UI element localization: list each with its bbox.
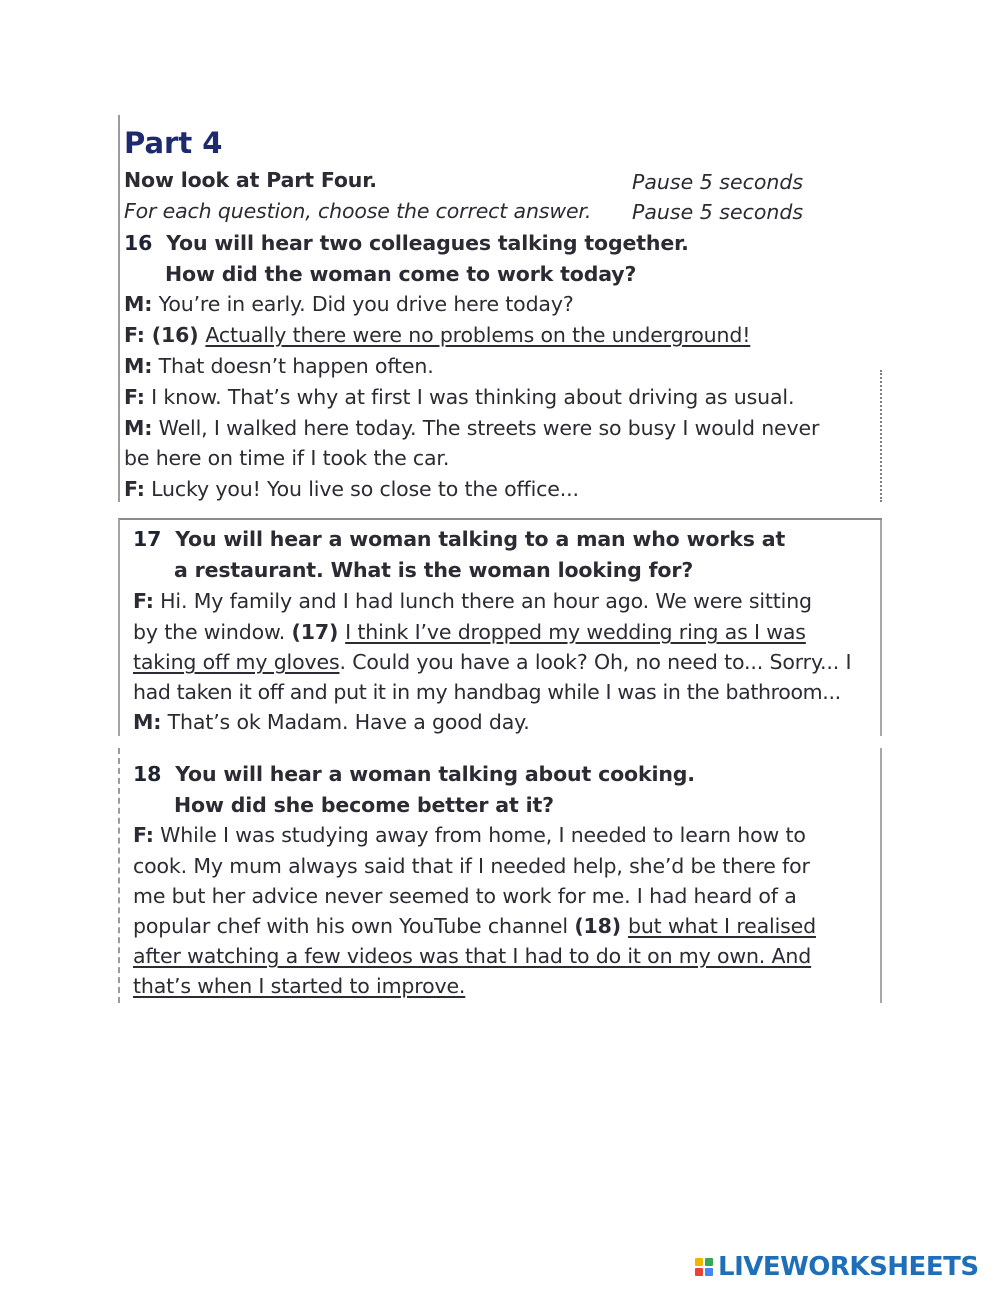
dialogue-line: F: Lucky you! You live so close to the office...	[124, 477, 579, 501]
question-number: 16	[124, 231, 153, 255]
dialogue-line: cook. My mum always said that if I needed help, she’d be there for	[133, 854, 810, 878]
dialogue-line: F: Hi. My family and I had lunch there an hour ago. We were sitting	[133, 589, 812, 613]
dialogue-line: M: You’re in early. Did you drive here today?	[124, 292, 574, 316]
answer-marker: (16)	[144, 323, 206, 347]
liveworksheets-logo[interactable]	[695, 1252, 979, 1282]
answer-underlined: that’s when I started to improve.	[133, 974, 466, 998]
answer-underlined: Actually there were no problems on the underground!	[205, 323, 751, 347]
prompt-text: You will hear a woman talking to a man who works at	[175, 527, 786, 551]
liveworksheets-logo-icon	[695, 1256, 715, 1278]
dialogue-line	[133, 944, 811, 968]
dialogue-line: me but her advice never seemed to work for me. I had heard of a	[133, 884, 797, 908]
dialogue-line: taking off my gloves. Could you have a look? Oh, no need to... Sorry... I	[133, 650, 852, 674]
question-17-prompt-line-2: a restaurant. What is the woman looking for?	[174, 558, 694, 582]
pause-note: Pause 5 seconds	[632, 200, 804, 224]
dialogue-line: popular chef with his own YouTube channel (18) but what I realised	[133, 914, 816, 938]
dialogue-line	[133, 974, 465, 998]
prompt-text: You will hear a woman talking about cooking.	[175, 762, 695, 786]
dialogue-line: by the window. (17) I think I’ve dropped my wedding ring as I was	[133, 620, 806, 644]
dialogue-line: M: That’s ok Madam. Have a good day.	[133, 710, 530, 734]
dialogue-line: F: While I was studying away from home, I needed to learn how to	[133, 823, 806, 847]
question-17-prompt	[133, 527, 785, 551]
dialogue-line: F: (16) Actually there were no problems on the underground!	[124, 323, 751, 347]
question-number: 17	[133, 527, 162, 551]
dialogue-line: be here on time if I took the car.	[124, 446, 450, 470]
question-number: 18	[133, 762, 162, 786]
dialogue-line: M: That doesn’t happen often.	[124, 354, 434, 378]
question-16-prompt-line-2: How did the woman come to work today?	[165, 262, 637, 286]
question-18-prompt	[133, 762, 695, 786]
answer-marker: (18)	[574, 914, 628, 938]
logo-wordmark: LIVEWORKSHEETS	[718, 1252, 979, 1282]
dialogue-line: had taken it off and put it in my handbag while I was in the bathroom...	[133, 680, 841, 704]
question-18-prompt-line-2: How did she become better at it?	[174, 793, 554, 817]
answer-underlined: taking off my gloves	[133, 650, 340, 674]
prompt-text: You will hear two colleagues talking together.	[166, 231, 689, 255]
dialogue-line: M: Well, I walked here today. The streets were so busy I would never	[124, 416, 820, 440]
answer-marker: (17)	[291, 620, 346, 644]
dialogue-line: F: I know. That’s why at first I was thinking about driving as usual.	[124, 385, 795, 409]
answer-underlined: but what I realised	[627, 914, 816, 938]
question-16-prompt	[124, 231, 689, 255]
instruction-line: For each question, choose the correct answer.	[124, 199, 592, 223]
intro-line: Now look at Part Four.	[124, 168, 377, 192]
answer-underlined: I think I’ve dropped my wedding ring as I was	[345, 620, 806, 644]
page-title: Part 4	[124, 126, 223, 160]
pause-note: Pause 5 seconds	[632, 170, 804, 194]
answer-underlined: after watching a few videos was that I had to do it on my own. And	[133, 944, 812, 968]
